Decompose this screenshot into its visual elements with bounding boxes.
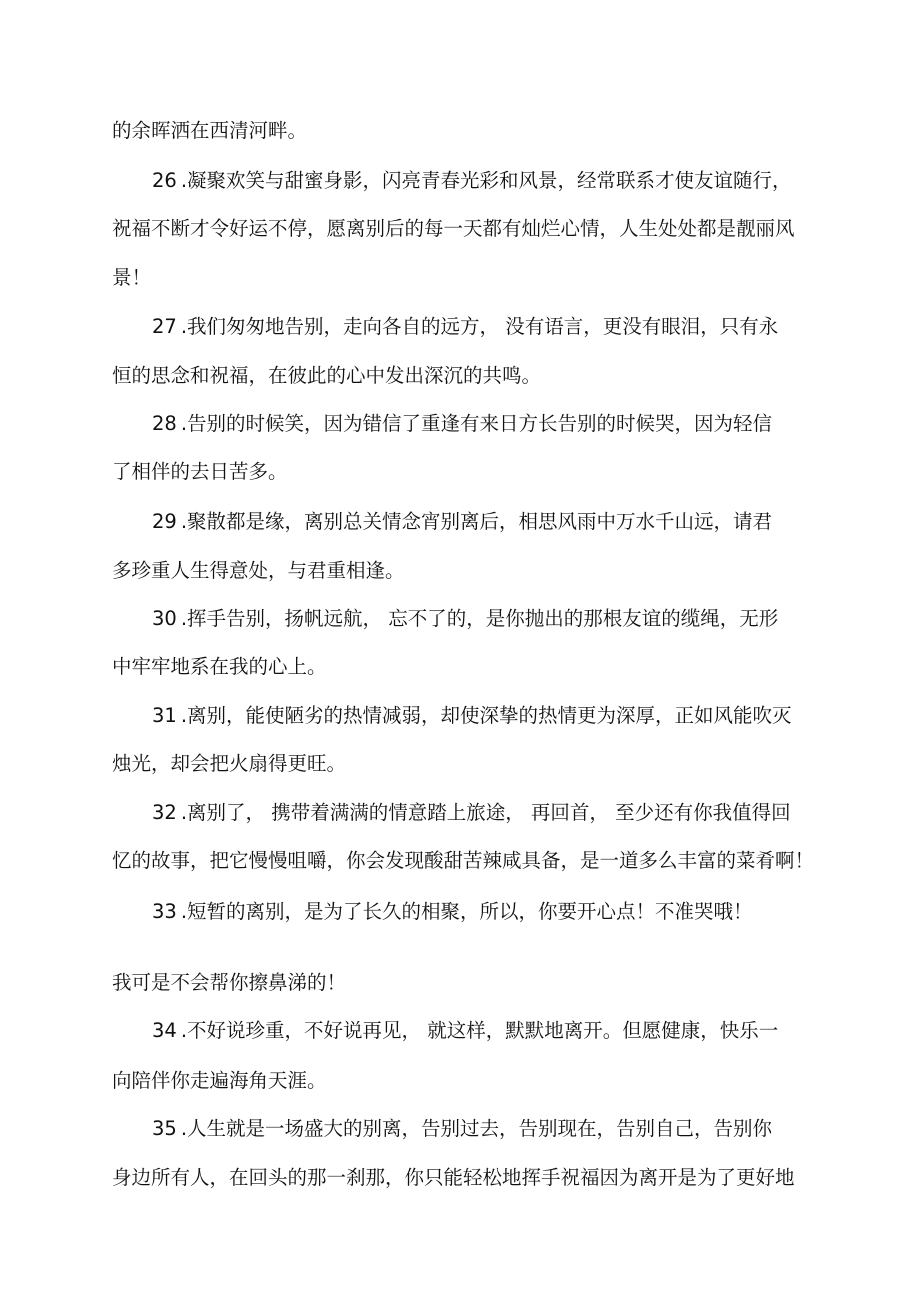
text-line: [112, 969, 812, 997]
line-text: .人生就是一场盛大的别离，告别过去，告别现在，告别自己，告别你: [180, 1117, 773, 1140]
text-line: [112, 117, 812, 145]
item-number: 28: [152, 412, 177, 435]
line-text: 多珍重人生得意处，与君重相逢。: [112, 559, 405, 582]
item-number: 31: [152, 704, 177, 727]
list-item-30: [152, 605, 812, 633]
line-text: 中牢牢地系在我的心上。: [112, 655, 327, 678]
line-text: .不好说珍重，不好说再见， 就这样，默默地离开。但愿健康，快乐一: [180, 1019, 779, 1042]
text-line: [112, 557, 812, 585]
list-item-35: [152, 1115, 812, 1143]
line-text: .挥手告别，扬帆远航， 忘不了的，是你抛出的那根友谊的缆绳，无形: [180, 607, 779, 630]
item-number: 27: [152, 315, 177, 338]
line-text: .短暂的离别，是为了长久的相聚，所以，你要开心点！不准哭哦！: [180, 900, 753, 923]
item-number: 33: [152, 900, 177, 923]
line-text: .离别了， 携带着满满的情意踏上旅途， 再回首， 至少还有你我值得回: [180, 801, 791, 824]
item-number: 35: [152, 1117, 177, 1140]
text-line: [112, 362, 812, 390]
list-item-26: [152, 167, 812, 195]
item-number: 30: [152, 607, 177, 630]
text-line: [112, 653, 812, 681]
list-item-34: [152, 1017, 812, 1045]
line-text: 向陪伴你走遍海角天涯。: [112, 1069, 327, 1092]
line-text: .告别的时候笑，因为错信了重逢有来日方长告别的时候哭，因为轻信: [180, 412, 773, 435]
line-text: 我可是不会帮你擦鼻涕的！: [112, 971, 347, 994]
list-item-28: [152, 410, 812, 438]
list-item-27: [152, 313, 812, 341]
list-item-33: [152, 898, 812, 926]
line-text: 忆的故事，把它慢慢咀嚼，你会发现酸甜苦辣咸具备，是一道多么丰富的菜肴啊！: [112, 849, 815, 872]
line-text: 的余晖洒在西清河畔。: [112, 119, 308, 142]
item-number: 34: [152, 1019, 177, 1042]
line-text: 恒的思念和祝福，在彼此的心中发出深沉的共鸣。: [112, 364, 542, 387]
line-text: 祝福不断才令好运不停，愿离别后的每一天都有灿烂心情，人生处处都是靓丽风: [112, 217, 795, 240]
line-text: 身边所有人，在回头的那一刹那，你只能轻松地挥手祝福因为离开是为了更好地: [112, 1166, 795, 1189]
list-item-32: [152, 799, 812, 827]
item-number: 26: [152, 169, 177, 192]
text-line: [112, 264, 812, 292]
text-line: [112, 1164, 812, 1192]
line-text: 烛光，却会把火扇得更旺。: [112, 752, 347, 775]
text-line: [112, 847, 815, 875]
line-text: 景！: [112, 266, 152, 289]
item-number: 29: [152, 510, 177, 533]
line-text: .离别，能使陋劣的热情减弱，却使深挚的热情更为深厚，正如风能吹灭: [180, 704, 792, 727]
text-line: [112, 1067, 812, 1095]
item-number: 32: [152, 801, 177, 824]
list-item-29: [152, 508, 812, 536]
text-line: [112, 750, 812, 778]
text-line: [112, 215, 812, 243]
list-item-31: [152, 702, 812, 730]
line-text: .凝聚欢笑与甜蜜身影，闪亮青春光彩和风景，经常联系才使友谊随行，: [180, 169, 792, 192]
line-text: .聚散都是缘，离别总关情念宵别离后，相思风雨中万水千山远，请君: [180, 510, 773, 533]
line-text: .我们匆匆地告别，走向各自的远方， 没有语言，更没有眼泪，只有永: [180, 315, 779, 338]
text-line: [112, 458, 812, 486]
line-text: 了相伴的去日苦多。: [112, 460, 288, 483]
